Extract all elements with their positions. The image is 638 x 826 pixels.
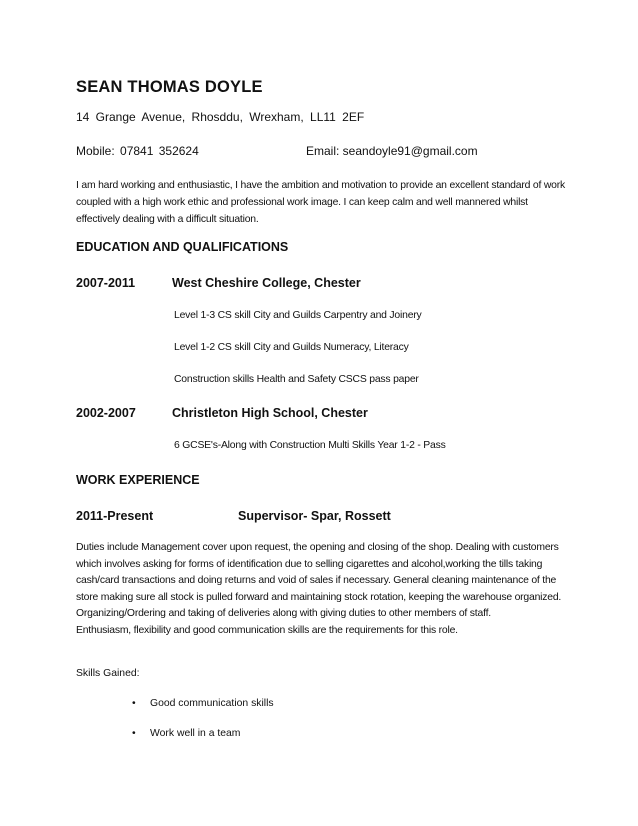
skill-item xyxy=(132,728,240,739)
personal-summary: I am hard working and enthusiastic, I have the ambition and motivation to provide an excellent standard of work coupled with a high work ethic and professional work image. I can keep calm and well mannered whilst effectively dealing with a difficult situation. xyxy=(76,180,565,225)
bullet-icon: • xyxy=(132,698,136,709)
role-requirements: Enthusiasm, flexibility and good communication skills are the requirements for this role. xyxy=(76,624,458,636)
skills-label: Skills Gained: xyxy=(76,668,140,679)
skill-text: Good communication skills xyxy=(150,698,274,709)
education-years: 2002-2007 xyxy=(76,406,136,420)
bullet-icon: • xyxy=(132,728,136,739)
job-title: Supervisor- Spar, Rossett xyxy=(238,509,391,523)
education-institution: West Cheshire College, Chester xyxy=(172,276,361,290)
email-address: Email: seandoyle91@gmail.com xyxy=(306,144,478,158)
education-years: 2007-2011 xyxy=(76,276,136,290)
work-experience-heading: WORK EXPERIENCE xyxy=(76,473,200,487)
course-item: Level 1-2 CS skill City and Guilds Numeracy, Literacy xyxy=(174,342,409,353)
skill-item xyxy=(132,698,274,709)
skill-text: Work well in a team xyxy=(150,728,241,739)
candidate-name: SEAN THOMAS DOYLE xyxy=(76,78,263,96)
mobile-number: Mobile: 07841 352624 xyxy=(76,144,199,158)
education-institution: Christleton High School, Chester xyxy=(172,406,368,420)
education-heading: EDUCATION AND QUALIFICATIONS xyxy=(76,240,289,254)
course-item: 6 GCSE's-Along with Construction Multi Skills Year 1-2 - Pass xyxy=(174,440,446,451)
course-item: Level 1-3 CS skill City and Guilds Carpentry and Joinery xyxy=(174,310,422,321)
job-duties xyxy=(76,540,566,639)
address: 14 Grange Avenue, Rhosddu, Wrexham, LL11 2EF xyxy=(76,110,365,124)
course-item: Construction skills Health and Safety CSCS pass paper xyxy=(174,374,419,385)
duties-text: Duties include Management cover upon request, the opening and closing of the shop. Dealing with customers which involves asking for forms of identification due to selling cigarettes and alcohol,working the tills taking cash/card transactions and doing returns and void of sales if necessary. General cleaning maintenance of the store making sure all stock is pulled forward and maintaining stock rotation, keeping the warehouse organized. Organizing/Ordering and taking of deliveries along with giving duties to other members of staff. xyxy=(76,542,562,619)
work-period: 2011-Present xyxy=(76,509,154,523)
